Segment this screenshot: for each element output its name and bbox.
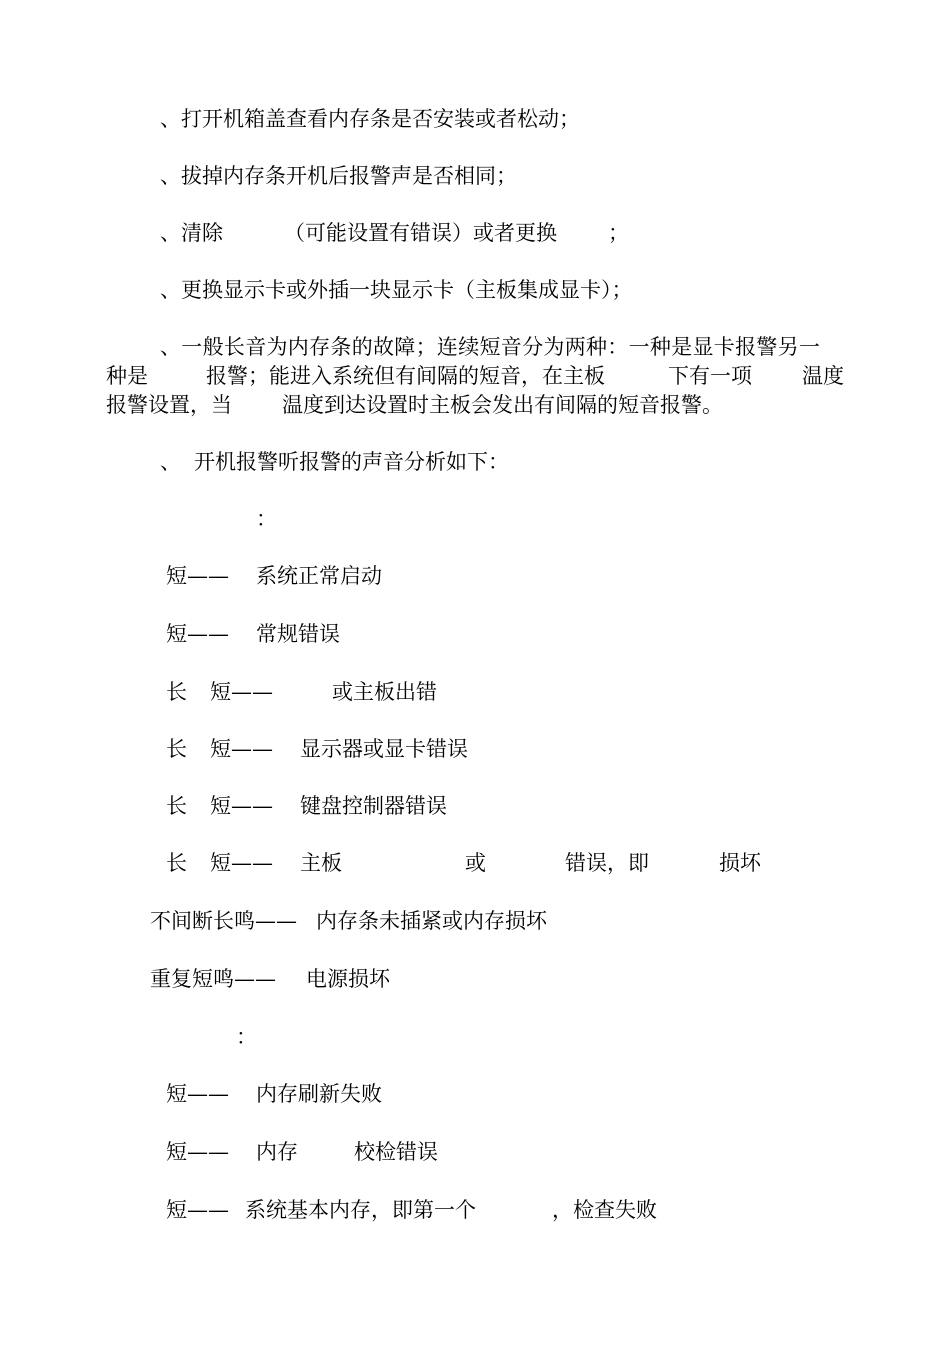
beep-long: 长 <box>166 794 187 818</box>
beep-code-row <box>166 561 382 591</box>
step-6-text-b: 开机报警听报警的声音分析如下： <box>194 450 509 474</box>
beep-pattern: 短—— <box>210 737 273 761</box>
beep-code-row <box>150 964 390 994</box>
beep-pattern: 不间断长鸣—— <box>150 909 297 933</box>
beep-code-row <box>150 906 547 936</box>
beep-code-row <box>166 1195 657 1225</box>
step-5-text-3a: 报警设置，当 <box>106 393 232 417</box>
step-5-line-2 <box>106 361 844 391</box>
beep-code-row <box>166 848 761 878</box>
beep-code-row <box>166 1079 382 1109</box>
beep-pattern: 短—— <box>166 622 229 646</box>
step-5-text-2a: 种是 <box>106 364 148 388</box>
step-6 <box>160 447 509 477</box>
beep-code-row <box>166 1137 438 1167</box>
step-5-text-2b: 报警；能进入系统但有间隔的短音，在主板 <box>206 364 605 388</box>
step-3 <box>160 218 629 248</box>
beep-pattern: 重复短鸣—— <box>150 967 276 991</box>
beep-pattern: 短—— <box>210 851 273 875</box>
beep-long: 长 <box>166 737 187 761</box>
beep-pattern: 短—— <box>166 564 229 588</box>
step-3-text-b: （可能设置有错误）或者更换 <box>284 221 557 245</box>
beep-code-row <box>166 791 447 821</box>
step-5-text-2c: 下有一项 <box>668 364 752 388</box>
beep-pattern: 短—— <box>166 1198 229 1222</box>
beep-meaning-b: 校检错误 <box>354 1140 438 1164</box>
step-5-text-2d: 温度 <box>802 364 844 388</box>
beep-meaning-b: 或 <box>465 851 486 875</box>
beep-long: 长 <box>166 680 187 704</box>
step-3-text-a: 、清除 <box>160 221 223 245</box>
beep-meaning-d: 损坏 <box>719 851 761 875</box>
step-6-text-a: 、 <box>160 450 181 474</box>
step-5-text-3b: 温度到达设置时主板会发出有间隔的短音报警。 <box>282 393 723 417</box>
beep-meaning: 键盘控制器错误 <box>300 794 447 818</box>
beep-meaning: 电源损坏 <box>306 967 390 991</box>
beep-code-row <box>166 734 468 764</box>
beep-meaning: 内存条未插紧或内存损坏 <box>316 909 547 933</box>
step-5-line-3 <box>106 390 723 420</box>
beep-pattern: 短—— <box>166 1140 229 1164</box>
step-4 <box>160 275 633 305</box>
step-1-text: 、打开机箱盖查看内存条是否安装或者松动； <box>160 107 580 131</box>
beep-meaning-b: ，检查失败 <box>552 1198 657 1222</box>
beep-meaning: 显示器或显卡错误 <box>300 737 468 761</box>
step-1 <box>160 104 580 134</box>
beep-pattern: 短—— <box>166 1082 229 1106</box>
beep-meaning: 常规错误 <box>256 622 340 646</box>
beep-code-row <box>166 619 340 649</box>
beep-code-row <box>166 677 437 707</box>
section-2-heading <box>236 1022 263 1052</box>
step-5-text-1: 、一般长音为内存条的故障；连续短音分为两种：一种是显卡报警另一 <box>160 335 821 359</box>
beep-pattern: 短—— <box>210 794 273 818</box>
step-2 <box>160 161 517 191</box>
step-2-text: 、拔掉内存条开机后报警声是否相同； <box>160 164 517 188</box>
section-1-colon: ： <box>256 507 277 531</box>
step-3-text-c: ； <box>608 221 629 245</box>
beep-meaning-c: 错误，即 <box>565 851 649 875</box>
beep-meaning-a: 主板 <box>300 851 342 875</box>
beep-meaning-a: 系统基本内存，即第一个 <box>245 1198 476 1222</box>
step-5-line-1 <box>160 332 821 362</box>
section-2-colon: ： <box>236 1025 257 1049</box>
beep-meaning: 或主板出错 <box>332 680 437 704</box>
beep-pattern: 短—— <box>210 680 273 704</box>
beep-long: 长 <box>166 851 187 875</box>
beep-meaning: 内存刷新失败 <box>256 1082 382 1106</box>
beep-meaning: 系统正常启动 <box>256 564 382 588</box>
section-1-heading <box>256 504 283 534</box>
beep-meaning-a: 内存 <box>256 1140 298 1164</box>
step-4-text: 、更换显示卡或外插一块显示卡（主板集成显卡）； <box>160 278 633 302</box>
